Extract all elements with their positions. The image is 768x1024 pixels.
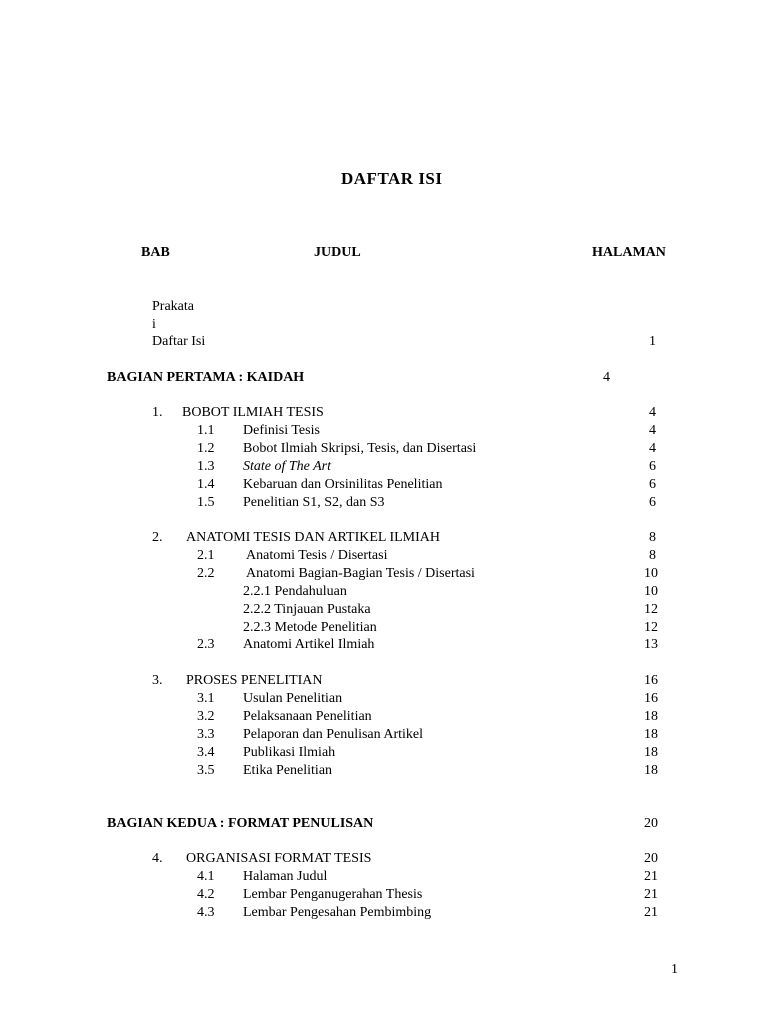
header-halaman: HALAMAN [592, 245, 666, 260]
section-number: 4.1 [197, 869, 215, 884]
page-number: 1 [671, 962, 678, 977]
chapter-1-page: 4 [649, 405, 656, 420]
section-page: 18 [644, 709, 658, 724]
section-page: 18 [644, 727, 658, 742]
section-page: 8 [649, 548, 656, 563]
section-number: 3.1 [197, 691, 215, 706]
section-title: State of The Art [243, 459, 332, 474]
section-page: 6 [649, 459, 656, 474]
section-page: 13 [644, 637, 658, 652]
chapter-1-title: BOBOT ILMIAH TESIS [182, 405, 324, 420]
chapter-2-page: 8 [649, 530, 656, 545]
chapter-3-title: PROSES PENELITIAN [186, 673, 323, 688]
page-title: DAFTAR ISI [341, 169, 443, 188]
section-page: 4 [649, 423, 656, 438]
section-title: Halaman Judul [243, 869, 328, 884]
section-page: 21 [644, 905, 658, 920]
toc-prakata-page: i [152, 317, 156, 332]
section-title: Definisi Tesis [243, 423, 320, 438]
section-number: 2.1 [197, 548, 215, 563]
section-page: 10 [644, 566, 658, 581]
part-1-page: 4 [603, 370, 610, 385]
section-number: 3.5 [197, 763, 215, 778]
section-page: 6 [649, 477, 656, 492]
part-2-title: BAGIAN KEDUA : FORMAT PENULISAN [107, 816, 374, 831]
subsection-page: 12 [644, 620, 658, 635]
toc-daftar-isi-page: 1 [649, 334, 656, 349]
section-number: 3.4 [197, 745, 215, 760]
section-number: 1.5 [197, 495, 215, 510]
part-1-title: BAGIAN PERTAMA : KAIDAH [107, 370, 305, 385]
chapter-2-title: ANATOMI TESIS DAN ARTIKEL ILMIAH [186, 530, 441, 545]
section-number: 4.2 [197, 887, 215, 902]
section-page: 21 [644, 869, 658, 884]
section-number: 4.3 [197, 905, 215, 920]
section-number: 3.2 [197, 709, 215, 724]
toc-prakata: Prakata [152, 299, 194, 314]
section-title: Lembar Penganugerahan Thesis [243, 887, 423, 902]
toc-daftar-isi: Daftar Isi [152, 334, 206, 349]
section-page: 21 [644, 887, 658, 902]
header-bab: BAB [141, 245, 170, 260]
section-title: Anatomi Tesis / Disertasi [246, 548, 388, 563]
section-number: 3.3 [197, 727, 215, 742]
section-number: 2.2 [197, 566, 215, 581]
subsection-title: 2.2.3 Metode Penelitian [243, 620, 377, 635]
subsection-page: 10 [644, 584, 658, 599]
section-page: 16 [644, 691, 658, 706]
section-number: 1.4 [197, 477, 215, 492]
section-number: 1.3 [197, 459, 215, 474]
subsection-title: 2.2.1 Pendahuluan [243, 584, 347, 599]
section-title: Lembar Pengesahan Pembimbing [243, 905, 432, 920]
section-page: 4 [649, 441, 656, 456]
section-number: 1.1 [197, 423, 215, 438]
section-number: 1.2 [197, 441, 215, 456]
section-title: Bobot Ilmiah Skripsi, Tesis, dan Disertasi [243, 441, 477, 456]
chapter-4-title: ORGANISASI FORMAT TESIS [186, 851, 372, 866]
section-title: Pelaporan dan Penulisan Artikel [243, 727, 424, 742]
section-title: Etika Penelitian [243, 763, 333, 778]
section-number: 2.3 [197, 637, 215, 652]
section-page: 18 [644, 745, 658, 760]
section-title: Usulan Penelitian [243, 691, 343, 706]
chapter-2-number: 2. [152, 530, 163, 545]
section-title: Anatomi Artikel Ilmiah [243, 637, 375, 652]
chapter-4-page: 20 [644, 851, 658, 866]
part-2-page: 20 [644, 816, 658, 831]
chapter-1-number: 1. [152, 405, 163, 420]
chapter-4-number: 4. [152, 851, 163, 866]
subsection-page: 12 [644, 602, 658, 617]
section-page: 6 [649, 495, 656, 510]
header-judul: JUDUL [314, 245, 361, 260]
chapter-3-page: 16 [644, 673, 658, 688]
section-title: Pelaksanaan Penelitian [243, 709, 372, 724]
section-page: 18 [644, 763, 658, 778]
section-title: Publikasi Ilmiah [243, 745, 336, 760]
subsection-title: 2.2.2 Tinjauan Pustaka [243, 602, 371, 617]
chapter-3-number: 3. [152, 673, 163, 688]
section-title: Penelitian S1, S2, dan S3 [243, 495, 385, 510]
section-title: Anatomi Bagian-Bagian Tesis / Disertasi [246, 566, 475, 581]
section-title: Kebaruan dan Orsinilitas Penelitian [243, 477, 443, 492]
